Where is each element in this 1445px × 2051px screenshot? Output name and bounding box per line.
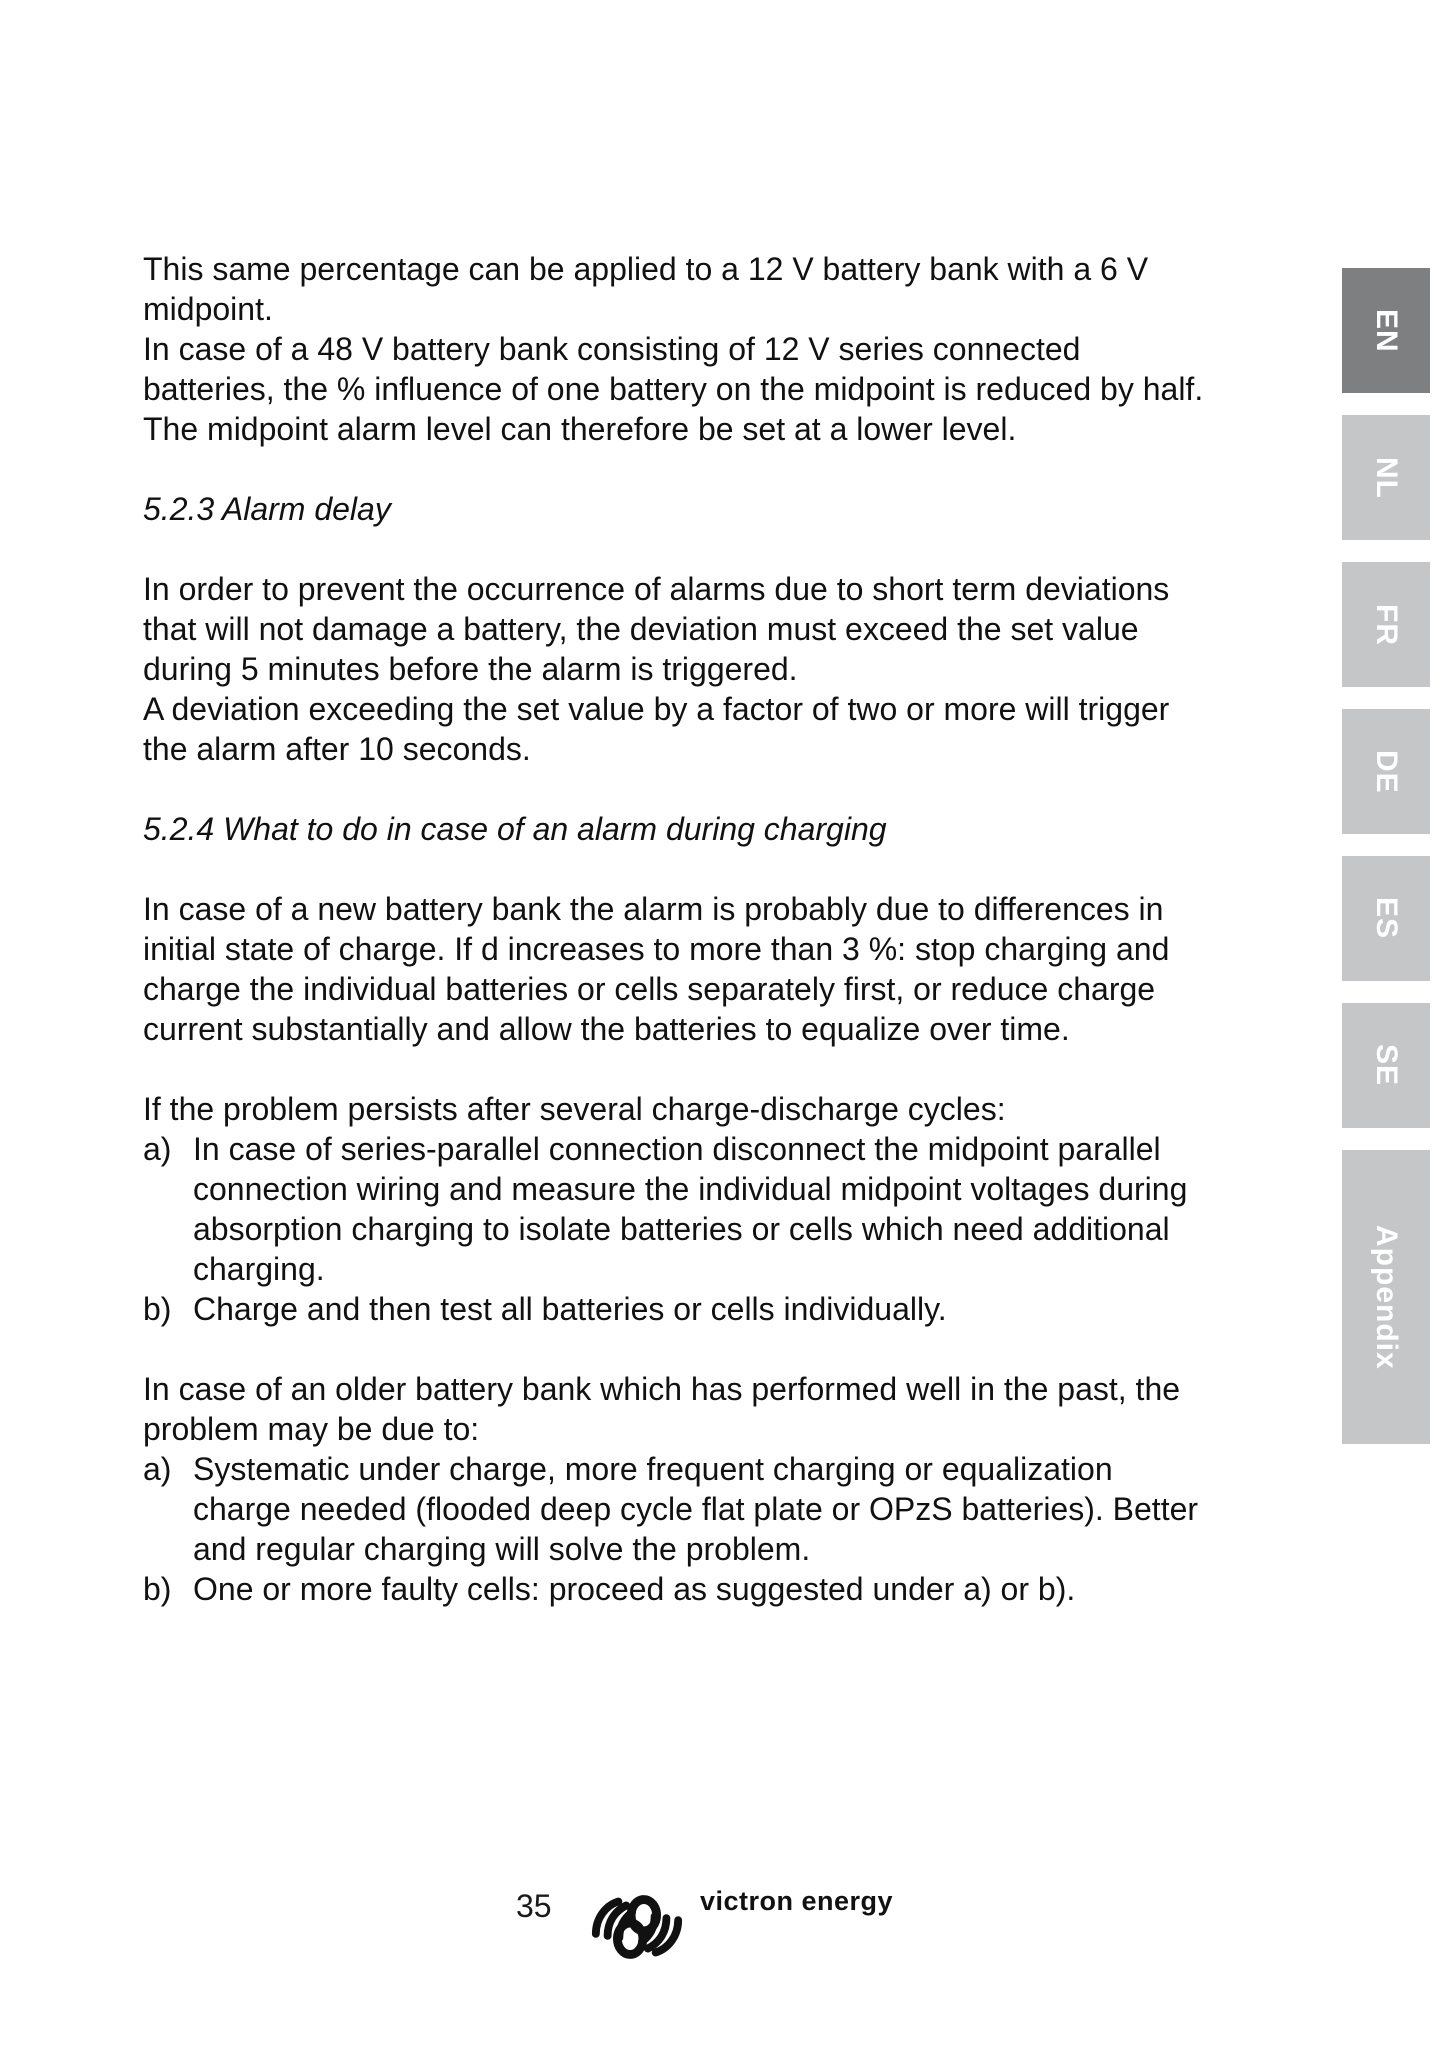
list-item-text	[193, 1289, 1333, 1329]
list-marker: b)	[143, 1291, 172, 1327]
text-line: In case of a 48 V battery bank consisting of 12 V series connected	[143, 331, 1081, 367]
text-line: that will not damage a battery, the deviation must exceed the set value	[143, 611, 1139, 647]
text-line: One or more faulty cells: proceed as suggested under a) or b).	[193, 1571, 1076, 1607]
list-item	[143, 1449, 1333, 1569]
text-line: initial state of charge. If d increases to more than 3 %: stop charging and	[143, 931, 1170, 967]
tab-appendix[interactable]	[1342, 1150, 1430, 1444]
text-line: A deviation exceeding the set value by a factor of two or more will trigger	[143, 691, 1170, 727]
list-item	[143, 1569, 1333, 1609]
paragraph-gap	[143, 849, 1333, 889]
list-marker: a)	[143, 1451, 172, 1487]
text-line: In case of an older battery bank which has performed well in the past, the	[143, 1371, 1181, 1407]
paragraph	[143, 1369, 1333, 1449]
text-line: charging.	[193, 1251, 325, 1287]
text-line: during 5 minutes before the alarm is triggered.	[143, 651, 798, 687]
paragraph	[143, 889, 1333, 1049]
tab-label: FR	[1370, 603, 1403, 646]
tab-se[interactable]	[1342, 1003, 1430, 1128]
list-item-text	[193, 1449, 1333, 1569]
text-line: charge needed (flooded deep cycle flat plate or OPzS batteries). Better	[193, 1491, 1199, 1527]
list-item	[143, 1289, 1333, 1329]
brand-wordmark: victron energy	[700, 1886, 894, 1916]
list-marker: b)	[143, 1571, 172, 1607]
text-line: and regular charging will solve the problem.	[193, 1531, 811, 1567]
tab-label: DE	[1370, 749, 1403, 794]
paragraph	[143, 249, 1333, 449]
text-line: The midpoint alarm level can therefore be set at a lower level.	[143, 411, 1017, 447]
tab-label: Appendix	[1370, 1224, 1403, 1370]
tab-label: EN	[1370, 308, 1403, 353]
text-line: If the problem persists after several charge-discharge cycles:	[143, 1091, 1006, 1127]
section-heading: 5.2.4 What to do in case of an alarm during charging	[143, 811, 887, 847]
text-line: midpoint.	[143, 291, 273, 327]
tab-label: SE	[1370, 1044, 1403, 1087]
tab-de[interactable]	[1342, 709, 1430, 834]
text-line: In case of a new battery bank the alarm is probably due to differences in	[143, 891, 1164, 927]
tab-label: ES	[1370, 897, 1403, 940]
page-number: 35	[516, 1888, 552, 1924]
list-item-text	[193, 1569, 1333, 1609]
text-line: Charge and then test all batteries or cells individually.	[193, 1291, 947, 1327]
paragraph-gap	[143, 1049, 1333, 1089]
list-marker: a)	[143, 1131, 172, 1167]
tab-en[interactable]	[1342, 268, 1430, 393]
tab-nl[interactable]	[1342, 415, 1430, 540]
text-line: connection wiring and measure the individual midpoint voltages during	[193, 1171, 1188, 1207]
text-line: Systematic under charge, more frequent charging or equalization	[193, 1451, 1113, 1487]
victron-logo-icon	[588, 1892, 686, 1962]
text-line: This same percentage can be applied to a 12 V battery bank with a 6 V	[143, 251, 1149, 287]
language-tab-rail	[1342, 268, 1430, 1444]
tab-es[interactable]	[1342, 856, 1430, 981]
tab-label: NL	[1370, 456, 1403, 499]
text-line: In case of series-parallel connection disconnect the midpoint parallel	[193, 1131, 1161, 1167]
text-line: charge the individual batteries or cells separately first, or reduce charge	[143, 971, 1156, 1007]
paragraph-gap	[143, 449, 1333, 489]
section-heading: 5.2.3 Alarm delay	[143, 491, 391, 527]
text-line: problem may be due to:	[143, 1411, 480, 1447]
list-item-text	[193, 1129, 1333, 1289]
paragraph-gap	[143, 769, 1333, 809]
tab-fr[interactable]	[1342, 562, 1430, 687]
text-line: In order to prevent the occurrence of alarms due to short term deviations	[143, 571, 1170, 607]
text-line: batteries, the % influence of one battery on the midpoint is reduced by half.	[143, 371, 1204, 407]
list-item	[143, 1129, 1333, 1289]
paragraph-gap	[143, 1329, 1333, 1369]
document-body	[143, 249, 1333, 1609]
text-line: absorption charging to isolate batteries or cells which need additional	[193, 1211, 1170, 1247]
paragraph	[143, 569, 1333, 769]
text-line: the alarm after 10 seconds.	[143, 731, 531, 767]
paragraph-gap	[143, 529, 1333, 569]
paragraph	[143, 1089, 1333, 1129]
text-line: current substantially and allow the batteries to equalize over time.	[143, 1011, 1070, 1047]
